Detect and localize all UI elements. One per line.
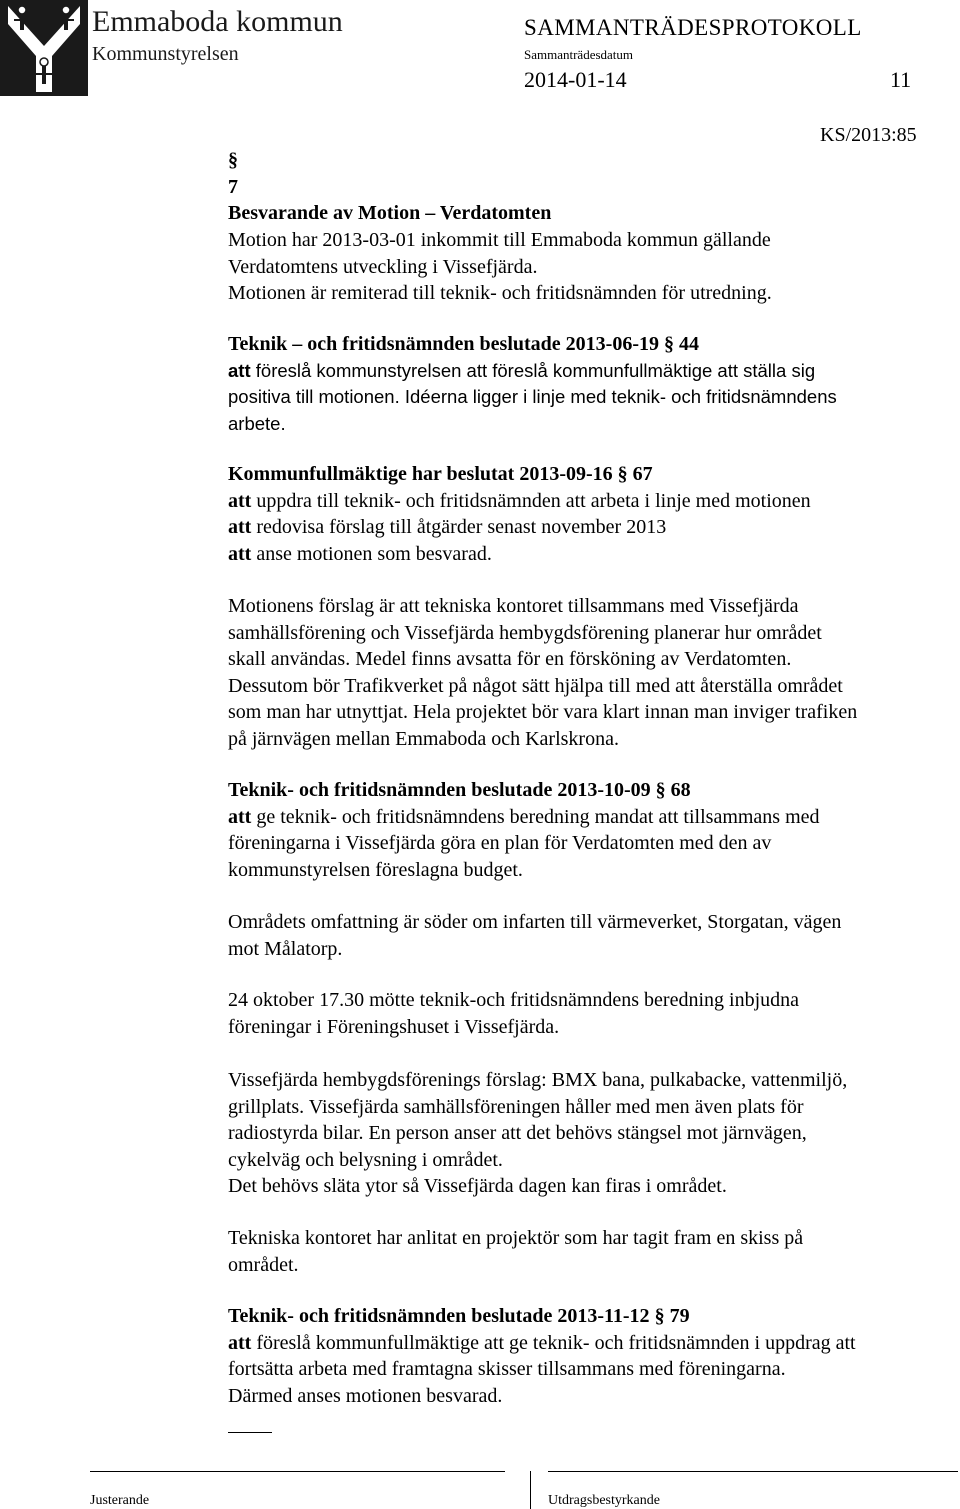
area-paragraph — [228, 909, 948, 962]
end-rule — [228, 1432, 272, 1433]
decision-block-3 — [228, 777, 948, 883]
decision-block-1 — [228, 331, 948, 437]
intro-paragraph — [228, 227, 948, 307]
document-type: SAMMANTRÄDESPROTOKOLL — [524, 15, 862, 40]
text-line: föreningar i Föreningshuset i Vissefjärda. — [228, 1015, 560, 1038]
item-number-line — [228, 147, 948, 200]
item-number: 7 — [228, 175, 238, 198]
decision-line: Därmed anses motionen besvarad. — [228, 1384, 503, 1407]
text-line: 24 oktober 17.30 mötte teknik-och fritidsnämndens beredning inbjudna — [228, 989, 799, 1011]
board-name: Kommunstyrelsen — [92, 43, 239, 65]
case-number: KS/2013:85 — [820, 124, 917, 146]
section-symbol: § — [228, 149, 238, 171]
text-line: Dessutom bör Trafikverket på något sätt hjälpa till med att återställa området — [228, 674, 843, 697]
decision-line: arbete. — [228, 412, 286, 434]
meeting-date-label: Sammanträdesdatum — [524, 47, 634, 62]
designer-paragraph — [228, 1225, 948, 1278]
text-line: Vissefjärda hembygdsförenings förslag: BMX bana, pulkabacke, vattenmiljö, — [228, 1069, 848, 1091]
page-number: 11 — [890, 67, 912, 92]
item-heading — [228, 147, 948, 227]
text-line: området. — [228, 1253, 299, 1276]
text-line: grillplats. Vissefjärda samhällsföreningen håller med men även plats för — [228, 1095, 804, 1118]
text-line: Områdets omfattning är söder om infarten till värmeverket, Storgatan, vägen — [228, 911, 842, 933]
municipality-name: Emmaboda kommun — [92, 5, 343, 38]
decision-block-4 — [228, 1303, 948, 1409]
decision-heading: Kommunfullmäktige har beslutat 2013-09-16 § 67 — [228, 463, 653, 485]
decision-block-2 — [228, 461, 948, 567]
decision-heading: Teknik- och fritidsnämnden beslutade 2013-11-12 § 79 — [228, 1305, 690, 1327]
decision-line: positiva till motionen. Idéerna ligger i linje med teknik- och fritidsnämndens — [228, 386, 837, 407]
meeting-date: 2014-01-14 — [524, 67, 627, 92]
municipality-logo — [0, 0, 88, 96]
text-line: Motionen är remiterad till teknik- och fritidsnämnden för utredning. — [228, 282, 772, 304]
text-line: som man har utnyttjat. Hela projektet bör vara klart innan man inviger trafiken — [228, 701, 858, 723]
text-line: Motion har 2013-03-01 inkommit till Emmaboda kommun gällande — [228, 229, 771, 251]
text-line: cykelväg och belysning i området. — [228, 1148, 503, 1171]
text-line: Tekniska kontoret har anlitat en projektör som har tagit fram en skiss på — [228, 1227, 804, 1249]
text-line: skall användas. Medel finns avsatta för en försköning av Verdatomten. — [228, 648, 792, 670]
decision-line: att föreslå kommunfullmäktige att ge teknik- och fritidsnämnden i uppdrag att — [228, 1331, 856, 1354]
footer-label-justerande: Justerande — [90, 1493, 150, 1508]
text-line: mot Målatorp. — [228, 937, 343, 960]
text-line: samhällsförening och Vissefjärda hembygdsförening planerar hur området — [228, 621, 822, 644]
footer-signature-line-right — [548, 1471, 958, 1472]
item-title: Besvarande av Motion – Verdatomten — [228, 202, 552, 224]
decision-line: att ge teknik- och fritidsnämndens beredning mandat att tillsammans med — [228, 805, 820, 828]
decision-line: föreningarna i Vissefjärda göra en plan för Verdatomten med den av — [228, 832, 772, 854]
decision-line: fortsätta arbeta med framtagna skisser tillsammans med föreningarna. — [228, 1358, 786, 1380]
footer-signature-line-left — [90, 1471, 505, 1472]
text-line: Motionens förslag är att tekniska kontoret tillsammans med Vissefjärda — [228, 595, 799, 617]
decision-heading: Teknik- och fritidsnämnden beslutade 2013-10-09 § 68 — [228, 779, 691, 801]
text-line: Det behövs släta ytor så Vissefjärda dagen kan firas i området. — [228, 1175, 727, 1197]
footer-divider — [530, 1471, 531, 1509]
decision-line: att uppdra till teknik- och fritidsnämnden att arbeta i linje med motionen — [228, 489, 811, 512]
decision-heading: Teknik – och fritidsnämnden beslutade 2013-06-19 § 44 — [228, 333, 699, 355]
text-line: Verdatomtens utveckling i Vissefjärda. — [228, 255, 538, 278]
footer-label-utdragsbestyrkande: Utdragsbestyrkande — [548, 1493, 660, 1508]
decision-line: att anse motionen som besvarad. — [228, 542, 492, 565]
suggestions-paragraph — [228, 1067, 948, 1200]
decision-line: kommunstyrelsen föreslagna budget. — [228, 858, 523, 881]
decision-line: att redovisa förslag till åtgärder senast november 2013 — [228, 516, 667, 538]
decision-line: att föreslå kommunstyrelsen att föreslå kommunfullmäktige att ställa sig — [228, 359, 816, 381]
meeting-paragraph — [228, 987, 948, 1040]
text-line: radiostyrda bilar. En person anser att det behövs stängsel mot järnvägen, — [228, 1122, 807, 1144]
text-line: på järnvägen mellan Emmaboda och Karlskrona. — [228, 727, 619, 750]
proposal-paragraph — [228, 593, 948, 752]
